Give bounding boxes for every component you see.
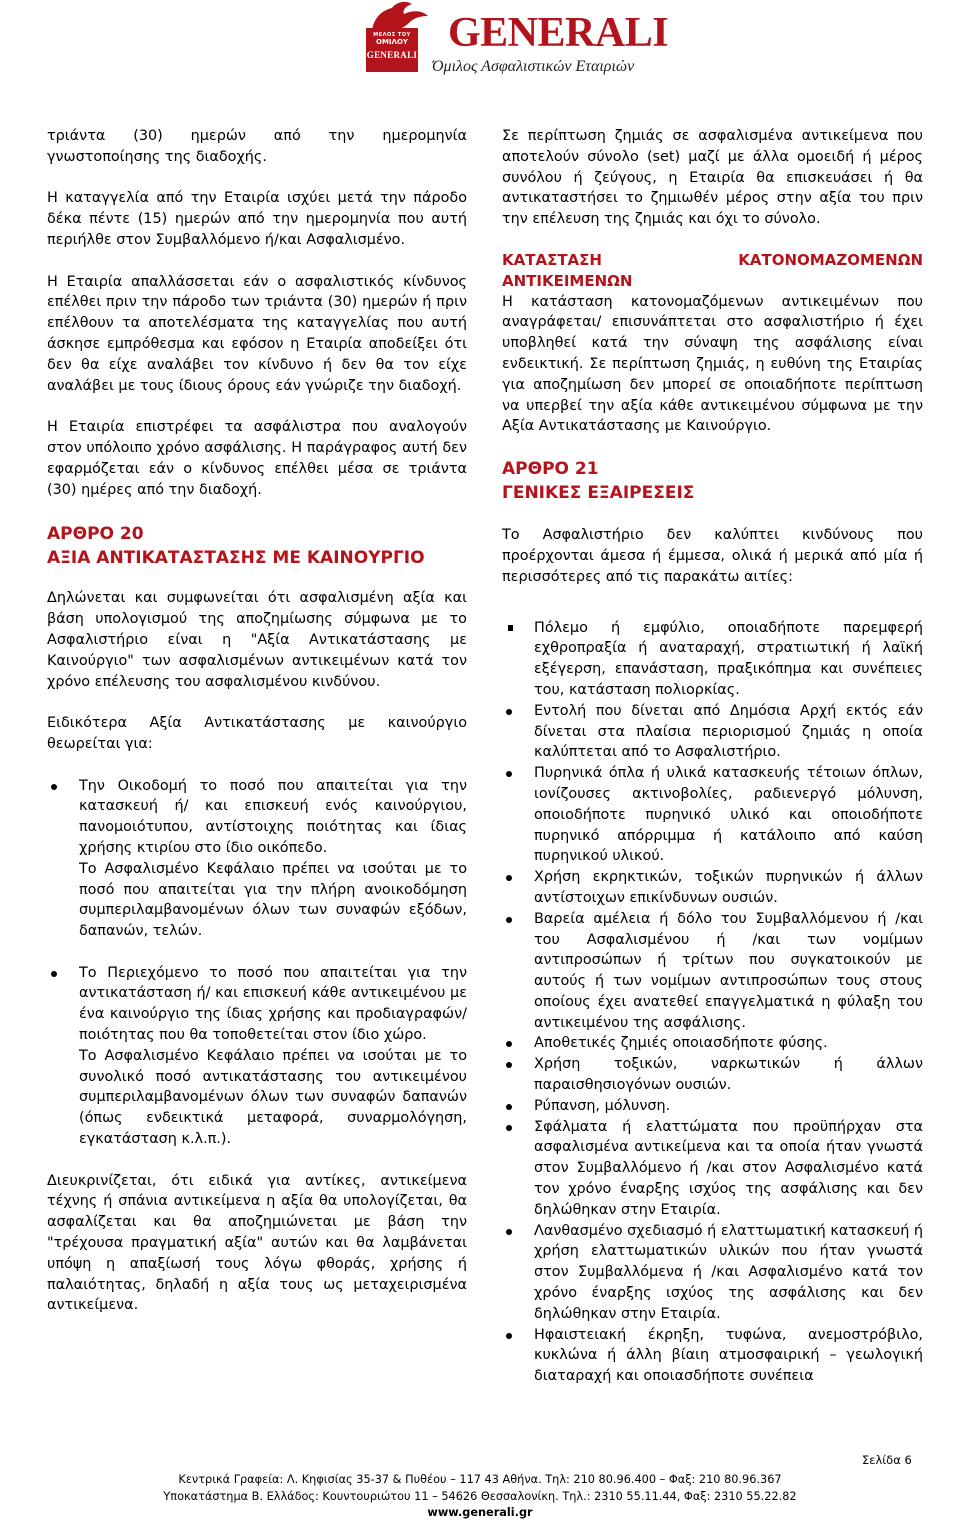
left-paragraph-6: Ειδικότερα Αξία Αντικατάστασης με καινούργιο θεωρείται για:	[47, 715, 467, 752]
article-20-title: ΑΡΘΡΟ 20	[47, 524, 144, 545]
page-footer	[0, 1472, 960, 1522]
left-paragraph-5: Δηλώνεται και συμφωνείται ότι ασφαλισμένη αξία και βάση υπολογισμού της αποζημίωσης σύμφωνα με το Ασφαλιστήριο είναι η "Αξία Αντικατάστασης με Καινούργιο" των ασφαλισμένων αντικειμένων κατά τον χρόνο επέλευσης του ασφαλισμένου κινδύνου.	[47, 590, 467, 690]
brand-name: GENERALI	[448, 10, 669, 56]
seal-line3: GENERALI	[366, 50, 418, 60]
left-paragraph-2: Η καταγγελία από την Εταιρία ισχύει μετά την πάροδο δέκα πέντε (15) ημερών από την ημερομηνία που αυτή περιήλθε στον Συμβαλλόμενο ή/και Ασφαλισμένο.	[47, 190, 467, 248]
article-20-subtitle: ΑΞΙΑ ΑΝΤΙΚΑΤΑΣΤΑΣΗΣ ΜΕ ΚΑΙΝΟΥΡΓΙΟ	[47, 548, 425, 569]
named-items-title: ΚΑΤΑΣΤΑΣΗ ΚΑΤΟΝΟΜΑΖΟΜΕΝΩΝ ΑΝΤΙΚΕΙΜΕΝΩΝ	[502, 250, 923, 290]
right-paragraph-3: Το Ασφαλιστήριο δεν καλύπτει κινδύνους που προέρχονται άμεσα ή έμμεσα, ολικά ή μερικά από μία ή περισσότερες από τις παρακάτω αιτίες:	[502, 527, 923, 585]
left-paragraph-4: Η Εταιρία επιστρέφει τα ασφάλιστρα που αναλογούν στον υπόλοιπο χρόνο ασφάλισης. Η παράγραφος αυτή δεν εφαρμόζεται εάν ο κίνδυνος επέλθει μέσα σε τριάντα (30) ημέρες από την διαδοχή.	[47, 419, 467, 498]
contents-definition: Το Περιεχόμενο το ποσό που απαιτείται για την αντικατάσταση ή/ και επισκευή κάθε αντικειμένου με ένα καινούργιο της ίδιας χρήσης και προδιαγραφών/ ποιότητας που θα τοποθετείται στον ίδιο χώρο.	[79, 964, 467, 1044]
page-number: Σελίδα 6	[862, 1453, 912, 1467]
right-paragraph-1: Σε περίπτωση ζημιάς σε ασφαλισμένα αντικείμενα που αποτελούν σύνολο (set) μαζί με άλλα ομοειδή ή μέρος συνόλου ή ζεύγους, η Εταιρία θα επισκευάσει ή θα αντικαταστήσει το ζημιωθέν μέρος στην αξία του πριν την επέλευση της ζημιάς και όχι το σύνολο.	[502, 128, 923, 228]
group-tagline: Όμιλος Ασφαλιστικών Εταιριών	[432, 58, 635, 75]
list-item: Βαρεία αμέλεια ή δόλο του Συμβαλλόμενου ή /και του Ασφαλισμένου ή /και των νομίμων αντιπροσώπων ή τρίτων που συγκατοικούν με αυτούς ή των νομίμων αντιπροσώπων τους στους οποίους έχει ανατεθεί επαγγελματικά η φύλαξη του αντικειμένου της ασφάλισης.	[502, 909, 923, 1034]
list-item: Λανθασμένο σχεδιασμό ή ελαττωματική κατασκευή ή χρήση ελαττωματικών υλικών που ήταν γνωστά στον Συμβαλλόμενα ή /και Ασφαλισμένο κατά τον χρόνο έναρξης ισχύος της ασφάλισης και δεν δηλώθηκαν στην Εταιρία.	[502, 1221, 923, 1325]
list-item	[47, 963, 467, 1150]
replacement-value-list	[47, 776, 467, 1150]
footer-branch-office: Υποκατάστημα Β. Ελλάδος: Κουντουριώτου 11 – 54626 Θεσσαλονίκη. Τηλ.: 2310 55.11.44, Φαξ: 2310 55.22.82	[163, 1489, 797, 1503]
list-item: Ηφαιστειακή έκρηξη, τυφώνα, ανεμοστρόβιλο, κυκλώνα ή άλλη βίαιη ατμοσφαιρική – γεωλογική διαταραχή και οποιασδήποτε συνέπεια	[502, 1325, 923, 1387]
article-21-subtitle: ΓΕΝΙΚΕΣ ΕΞΑΙΡΕΣΕΙΣ	[502, 483, 695, 504]
list-item: Αποθετικές ζημιές οποιασδήποτε φύσης.	[502, 1033, 923, 1054]
left-column	[47, 126, 467, 1316]
list-item: Χρήση τοξικών, ναρκωτικών ή άλλων παραισθησιογόνων ουσιών.	[502, 1054, 923, 1096]
article-21-title: ΑΡΘΡΟ 21	[502, 459, 599, 480]
contents-capital-note: Το Ασφαλισμένο Κεφάλαιο πρέπει να ισούται με το συνολικό ποσό αντικατάστασης του αντικειμένου συμπεριλαμβανομένων όλων των συναφών δαπανών (όπως ενδεικτικά μεταφορά, συναρμολόγηση, εγκατάσταση κ.λ.π.).	[79, 1047, 467, 1148]
list-item	[47, 776, 467, 942]
right-column	[502, 126, 923, 1387]
list-item: Εντολή που δίνεται από Δημόσια Αρχή εκτός εάν δίνεται στα πλαίσια περιορισμού ζημιάς η οποία καλύπτεται από το Ασφαλιστήριο.	[502, 701, 923, 763]
group-seal	[366, 28, 418, 72]
company-header	[360, 0, 669, 82]
footer-head-office: Κεντρικά Γραφεία: Λ. Κηφισίας 35-37 & Πυθέου – 117 43 Αθήνα. Τηλ: 210 80.96.400 – Φαξ: 210 80.96.367	[178, 1473, 782, 1486]
seal-line2: ΟΜΙΛΟΥ	[376, 38, 408, 46]
left-paragraph-1: τριάντα (30) ημερών από την ημερομηνία γνωστοποίησης της διαδοχής.	[47, 128, 467, 165]
list-item: Ρύπανση, μόλυνση.	[502, 1096, 923, 1117]
left-paragraph-7: Διευκρινίζεται, ότι ειδικά για αντίκες, αντικείμενα τέχνης ή σπάνια αντικείμενα η αξία θα υπολογίζεται, θα ασφαλίζεται και θα αποζημιώνεται με βάση την "τρέχουσα πραγματική αξία" αυτών και θα λαμβάνεται υπόψη η απαξίωσή τους λόγω φθοράς, χρήσης ή παλαιότητας, δηλαδή η αξία τους ως μεταχειρισμένα αντικείμενα.	[47, 1172, 467, 1314]
seal-line1: ΜΕΛΟΣ ΤΟΥ	[373, 32, 411, 38]
building-capital-note: Το Ασφαλισμένο Κεφάλαιο πρέπει να ισούται με το ποσό που απαιτείται για την πλήρη ανοικοδόμηση συμπεριλαμβανομένων όλων των συναφών εξόδων, δαπανών, τελών.	[79, 860, 467, 940]
list-item: Χρήση εκρηκτικών, τοξικών πυρηνικών ή άλλων αντίστοιχων επικίνδυνων ουσιών.	[502, 867, 923, 909]
list-item: Σφάλματα ή ελαττώματα που προϋπήρχαν στα ασφαλισμένα αντικείμενα και τα οποία ήταν γνωστά στον Συμβαλλόμενο ή /και στον Ασφαλισμένο κατά τον χρόνο έναρξης ισχύος της ασφάλισης και δεν δηλώθηκαν στην Εταιρία.	[502, 1117, 923, 1221]
footer-website-link[interactable]: www.generali.gr	[427, 1506, 533, 1519]
list-item: Πόλεμο ή εμφύλιο, οποιαδήποτε παρεμφερή εχθροπραξία ή αναταραχή, στρατιωτική ή λαϊκή εξέγερση, επανάσταση, πραξικόπημα και συνέπειες του, κατάσταση πολιορκίας.	[502, 618, 923, 701]
right-paragraph-2: Η κατάσταση κατονομαζόμενων αντικειμένων που αναγράφεται/ επισυνάπτεται στο ασφαλιστήριο ή έχει υποβληθεί κατά την σύναψη της ασφάλισης είναι ενδεικτική. Σε περίπτωση ζημιάς, η ευθύνη της Εταιρίας για αποζημίωση δεν μπορεί σε οποιαδήποτε περίπτωση να υπερβεί την αξία κάθε αντικειμένου σύμφωνα με την Αξία Αντικατάστασης με Καινούργιο.	[502, 293, 923, 435]
list-item: Πυρηνικά όπλα ή υλικά κατασκευής τέτοιων όπλων, ιονίζουσες ακτινοβολίες, ραδιενεργό μόλυνση, οποιοδήποτε πυρηνικό υλικό και οποιοδήποτε πυρηνικό απόρριμμα ή κατάλοιπο από καύση πυρηνικού υλικού.	[502, 763, 923, 867]
building-definition: Την Οικοδομή το ποσό που απαιτείται για την κατασκευή ή/ και επισκευή ενός καινούργιου, πανομοιότυπου, αντίστοιχης ποιότητας και ίδιας χρήσης κτιρίου στο ίδιο οικόπεδο.	[79, 777, 467, 856]
left-paragraph-3: Η Εταιρία απαλλάσσεται εάν ο ασφαλιστικός κίνδυνος επέλθει πριν την πάροδο των τριάντα (30) ημερών ή πριν επέλθουν τα αποτελέσματα της καταγγελίας που αυτή άσκησε εμπρόθεσμα και εφόσον η Εταιρία αποδείξει ότι δεν θα είχε αναλάβει τον κίνδυνο ή δεν θα τον είχε αναλάβει με τους ίδιους όρους εάν γνώριζε την διαδοχή.	[47, 273, 467, 394]
general-exclusions-list	[502, 618, 923, 1387]
